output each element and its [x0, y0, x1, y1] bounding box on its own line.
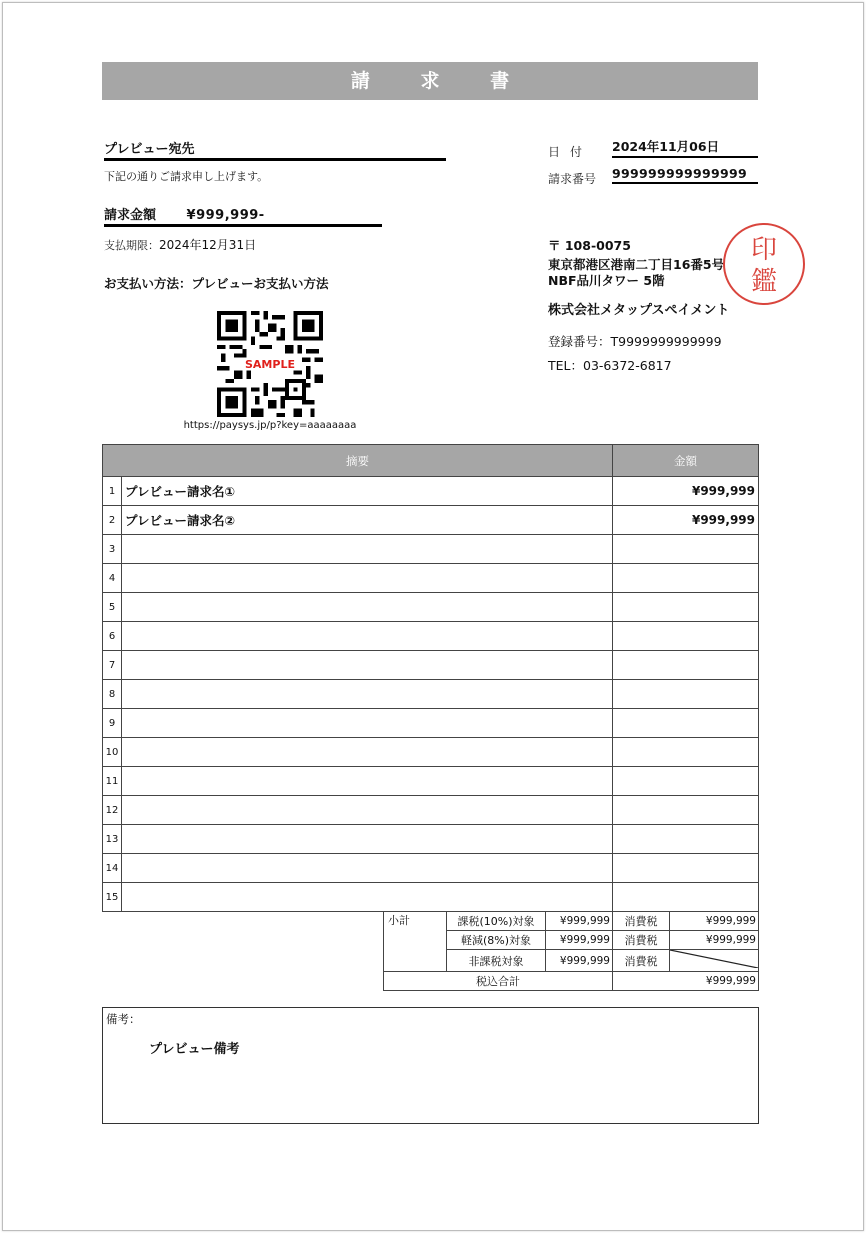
row-description	[122, 680, 613, 709]
invoice-amount	[104, 204, 382, 227]
qr-sample-label: SAMPLE	[244, 357, 296, 371]
row-amount	[613, 825, 759, 854]
due-label: 支払期限：	[104, 239, 159, 252]
row-description	[122, 593, 613, 622]
row-amount	[613, 593, 759, 622]
table-row	[103, 651, 759, 680]
row-number: 2	[103, 506, 122, 535]
total-label: 税込合計	[384, 972, 613, 991]
registration-number: 登録番号：T9999999999999	[548, 334, 722, 349]
row-amount: ¥999,999	[613, 477, 759, 506]
row-number: 4	[103, 564, 122, 593]
row-number: 9	[103, 709, 122, 738]
row-description	[122, 738, 613, 767]
row-amount	[613, 738, 759, 767]
row-number: 12	[103, 796, 122, 825]
taxable10-label: 課税(10%)対象	[447, 912, 546, 931]
row-description	[122, 535, 613, 564]
row-number: 11	[103, 767, 122, 796]
row-description	[122, 767, 613, 796]
header-description: 摘要	[103, 445, 613, 477]
issuer-address	[548, 257, 724, 289]
row-description	[122, 883, 613, 912]
row-number: 15	[103, 883, 122, 912]
row-number: 8	[103, 680, 122, 709]
row-description	[122, 796, 613, 825]
address-line-2: NBF品川タワー 5階	[548, 273, 665, 288]
amount-value: ¥999,999-	[186, 208, 265, 223]
row-description	[122, 651, 613, 680]
seal-char-1: 印	[750, 235, 778, 265]
row-number: 5	[103, 593, 122, 622]
issuer-tel: TEL：03-6372-6817	[548, 358, 672, 373]
row-amount	[613, 883, 759, 912]
table-row	[103, 593, 759, 622]
row-description: プレビュー請求名①	[122, 477, 613, 506]
remarks-body: プレビュー備考	[149, 1042, 240, 1057]
subtotal-label: 小計	[384, 912, 447, 972]
date-label: 日付	[548, 145, 593, 159]
row-number: 7	[103, 651, 122, 680]
row-amount	[613, 767, 759, 796]
row-description	[122, 709, 613, 738]
nontax-label: 非課税対象	[447, 950, 546, 972]
tax8-label: 消費税	[613, 931, 670, 950]
due-date	[104, 236, 256, 253]
row-amount	[613, 564, 759, 593]
row-description	[122, 564, 613, 593]
reduced8-label: 軽減(8%)対象	[447, 931, 546, 950]
tax10-label: 消費税	[613, 912, 670, 931]
diagonal-slash-icon	[670, 950, 758, 968]
row-amount	[613, 854, 759, 883]
table-row	[103, 535, 759, 564]
table-row	[103, 506, 759, 535]
issuer-zip: 〒 108-0075	[548, 238, 631, 253]
invoice-title: 請 求 書	[102, 62, 758, 100]
row-amount	[613, 651, 759, 680]
qr-code[interactable]	[217, 311, 323, 417]
table-header-row	[103, 445, 759, 477]
line-items-table	[102, 444, 759, 912]
row-number: 6	[103, 622, 122, 651]
table-row	[103, 709, 759, 738]
date-value: 2024年11月06日	[612, 137, 758, 158]
recipient-name: プレビュー宛先	[104, 138, 446, 161]
nontax-tax-label: 消費税	[613, 950, 670, 972]
taxable10-value: ¥999,999	[546, 912, 613, 931]
row-description	[122, 622, 613, 651]
row-amount: ¥999,999	[613, 506, 759, 535]
table-row	[103, 854, 759, 883]
table-row	[103, 680, 759, 709]
row-amount	[613, 709, 759, 738]
reduced8-value: ¥999,999	[546, 931, 613, 950]
table-row	[103, 477, 759, 506]
tax-summary-table	[383, 911, 759, 991]
row-number: 14	[103, 854, 122, 883]
header-amount: 金額	[613, 445, 759, 477]
row-number: 1	[103, 477, 122, 506]
total-value: ¥999,999	[613, 972, 759, 991]
line-items-body	[103, 477, 759, 912]
table-row	[103, 825, 759, 854]
nontax-value: ¥999,999	[546, 950, 613, 972]
row-amount	[613, 680, 759, 709]
seal-stamp-icon	[722, 222, 806, 306]
table-row	[103, 738, 759, 767]
row-number: 13	[103, 825, 122, 854]
row-description: プレビュー請求名②	[122, 506, 613, 535]
invoice-number-label: 請求番号	[548, 172, 597, 186]
table-row	[103, 564, 759, 593]
row-description	[122, 825, 613, 854]
tax8-value: ¥999,999	[670, 931, 759, 950]
tax10-value: ¥999,999	[670, 912, 759, 931]
row-amount	[613, 796, 759, 825]
seal-char-2: 鑑	[750, 267, 778, 297]
remarks-box	[102, 1007, 759, 1124]
row-number: 10	[103, 738, 122, 767]
invoice-number-value: 999999999999999	[612, 166, 758, 184]
qr-url[interactable]: https://paysys.jp/p?key=aaaaaaaa	[183, 420, 357, 431]
table-row	[103, 767, 759, 796]
row-amount	[613, 535, 759, 564]
address-line-1: 東京都港区港南二丁目16番5号	[548, 257, 725, 272]
row-description	[122, 854, 613, 883]
remarks-label: 備考：	[106, 1012, 141, 1026]
row-amount	[613, 622, 759, 651]
amount-label: 請求金額	[104, 208, 157, 223]
payment-method: お支払い方法：プレビューお支払い方法	[104, 276, 329, 291]
table-row	[103, 883, 759, 912]
table-row	[103, 796, 759, 825]
nontax-tax-slash	[670, 950, 759, 972]
table-row	[103, 622, 759, 651]
intro-text: 下記の通りご請求申し上げます。	[104, 170, 269, 183]
row-number: 3	[103, 535, 122, 564]
due-value: 2024年12月31日	[159, 238, 257, 252]
issuer-company: 株式会社メタップスペイメント	[548, 303, 730, 318]
